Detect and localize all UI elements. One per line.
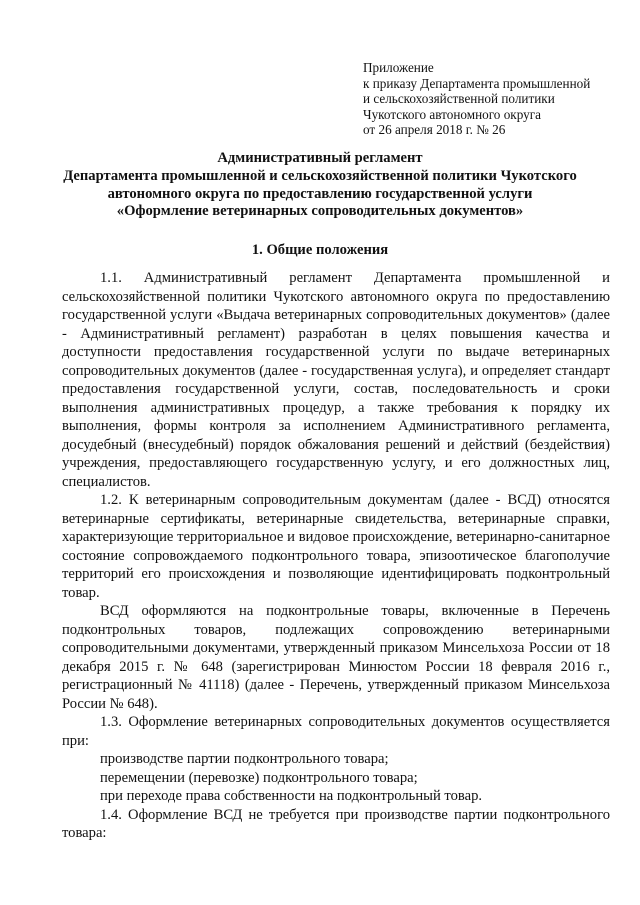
appendix-line: Приложение	[363, 60, 434, 75]
title-line: Департамента промышленной и сельскохозяйственной политики Чукотского	[63, 167, 577, 184]
list-item: при переходе права собственности на подконтрольный товар.	[100, 788, 483, 804]
section-heading: 1. Общие положения	[251, 242, 389, 258]
title-line: Административный регламент	[217, 150, 423, 166]
appendix-block	[363, 60, 623, 138]
paragraph-1-3: 1.3. Оформление ветеринарных сопроводительных документов осуществляется при:	[62, 714, 610, 749]
paragraph-1-1: 1.1. Административный регламент Департамента промышленной и сельскохозяйственной политики Чукотского автономного округа по предоставлению государственной услуги «Выдача ветеринарных сопроводительных документов» (далее - Административный регламент) разработан в целях повышения качества и доступности предоставления государственной услуги по выдаче ветеринарных сопроводительных документов (далее - государственная услуга), и определяет стандарт предоставления государственной услуги, состав, последовательность и сроки выполнения административных процедур, а также требования к порядку их выполнения, формы контроля за исполнением Административного регламента, досудебный (внесудебный) порядок обжалования решений и действий (бездействия) учреждения, предоставляющего государственную услугу, и его должностных лиц, специалистов.	[62, 270, 610, 490]
title-line: автономного округа по предоставлению государственной услуги	[107, 185, 533, 202]
paragraph-1-4: 1.4. Оформление ВСД не требуется при производстве партии подконтрольного товара:	[62, 806, 610, 841]
title-line: «Оформление ветеринарных сопроводительных документов»	[116, 203, 524, 220]
appendix-line: Чукотского автономного округа	[363, 106, 541, 122]
appendix-line: и сельскохозяйственной политики	[363, 91, 555, 106]
paragraph-1-2: 1.2. К ветеринарным сопроводительным документам (далее - ВСД) относятся ветеринарные сертификаты, ветеринарные свидетельства, ветеринарные справки, характеризующие территориальное и видовое происхождение, ветеринарно-санитарное состояние сопровождаемого подконтрольного товара, эпизоотическое благополучие территорий его происхождения и позволяющие идентифицировать подконтрольный товар.	[62, 492, 610, 601]
list-item: перемещении (перевозке) подконтрольного товара;	[100, 769, 418, 786]
appendix-line: к приказу Департамента промышленной	[363, 75, 591, 91]
paragraph-vsd: ВСД оформляются на подконтрольные товары, включенные в Перечень подконтрольных товаров, подлежащих сопровождению ветеринарными сопроводительными документами, утвержденный приказом Минсельхоза России от 18 декабря 2015 г. № 648 (зарегистрирован Минюстом России 18 февраля 2016 г., регистрационный № 41118) (далее - Перечень, утвержденный приказом Минсельхоза России № 648).	[62, 603, 610, 712]
document-body	[62, 269, 610, 843]
document-title	[40, 150, 600, 221]
appendix-line: от 26 апреля 2018 г. № 26	[363, 122, 506, 137]
list-item: производстве партии подконтрольного товара;	[100, 751, 389, 767]
